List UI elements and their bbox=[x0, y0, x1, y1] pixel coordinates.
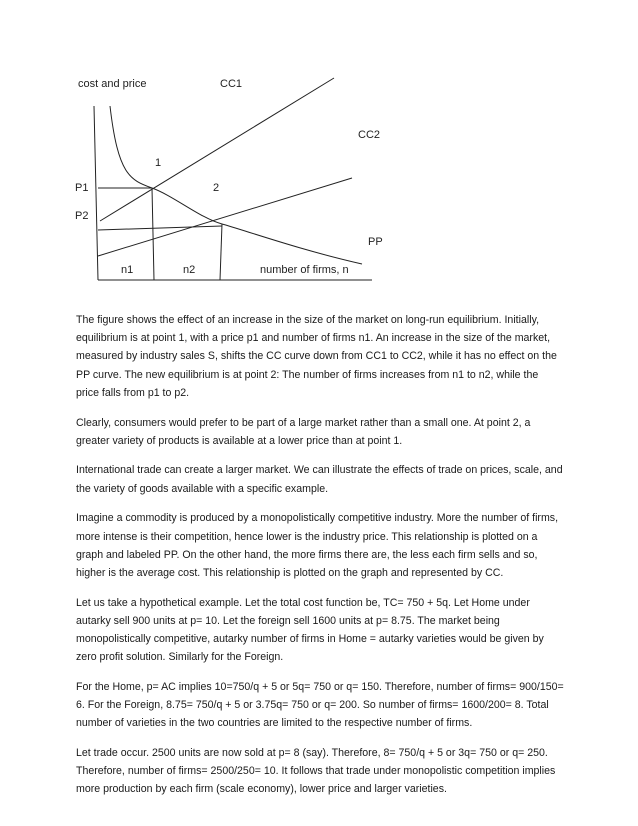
paragraph: Let trade occur. 2500 units are now sold at p= 8 (say). Therefore, 8= 750/q + 5 or 3q= 750 or q= 250. Therefore, number of firms= 2500/250= 10. It follows that trade under monopolistic competition implies more production by each firm (scale economy), lower price and larger varieties. bbox=[76, 747, 556, 796]
y-axis bbox=[94, 106, 98, 280]
point1-label: 1 bbox=[155, 157, 162, 169]
cc2-line bbox=[98, 178, 352, 256]
cc1-label: CC1 bbox=[220, 78, 243, 90]
paragraph: For the Home, p= AC implies 10=750/q + 5 or 5q= 750 or q= 150. Therefore, number of firms= 900/150= 6. For the Foreign, 8.75= 750/q + 5 or 3.75q= 750 or q= 200. So number of firms= 1600/200= 8. Total number of varieties in the two countries are limited to the respective number of firms. bbox=[76, 680, 564, 730]
cc2-label: CC2 bbox=[358, 129, 381, 141]
x-axis-label: number of firms, n bbox=[260, 264, 349, 276]
p2-label: P2 bbox=[75, 210, 89, 222]
equilibrium-figure bbox=[0, 0, 638, 300]
p1-label: P1 bbox=[75, 182, 89, 194]
paragraph: Imagine a commodity is produced by a monopolistically competitive industry. More the number of firms, more intense is their competition, hence lower is the industry price. This relationship is plotted on a graph and labeled PP. On the other hand, the more firms there are, the less each firm sells and so, higher is the average cost. This relationship is plotted on the graph and represented by CC. bbox=[76, 512, 559, 579]
p2-guide bbox=[98, 226, 222, 230]
pp-label: PP bbox=[368, 236, 383, 248]
n1-guide bbox=[152, 188, 154, 280]
cc1-line bbox=[100, 78, 334, 221]
paragraph: The figure shows the effect of an increase in the size of the market on long-run equilibrium. Initially, equilibrium is at point 1, with a price p1 and number of firms n1. An increase in the size of the market, measured by industry sales S, shifts the CC curve down from CC1 to CC2, while it has no effect on the PP curve. The new equilibrium is at point 2: The number of firms increases from n1 to n2, while the price falls from p1 to p2. bbox=[76, 314, 557, 399]
n2-guide bbox=[220, 224, 222, 280]
point2-label: 2 bbox=[213, 182, 220, 194]
n2-label: n2 bbox=[183, 264, 196, 276]
paragraph: Clearly, consumers would prefer to be part of a large market rather than a small one. At point 2, a greater variety of products is available at a lower price than at point 1. bbox=[76, 416, 531, 447]
paragraph: International trade can create a larger market. We can illustrate the effects of trade on prices, scale, and the variety of goods available with a specific example. bbox=[76, 464, 563, 495]
y-axis-label: cost and price bbox=[78, 78, 147, 90]
n1-label: n1 bbox=[121, 264, 134, 276]
body-text bbox=[76, 311, 564, 810]
paragraph: Let us take a hypothetical example. Let the total cost function be, TC= 750 + 5q. Let Home under autarky sell 900 units at p= 10. Let the foreign sell 1600 units at p= 8.75. The market being monopolistically competitive, autarky number of firms in Home = autarky varieties would be given by zero profit solution. Similarly for the Foreign. bbox=[76, 596, 544, 664]
